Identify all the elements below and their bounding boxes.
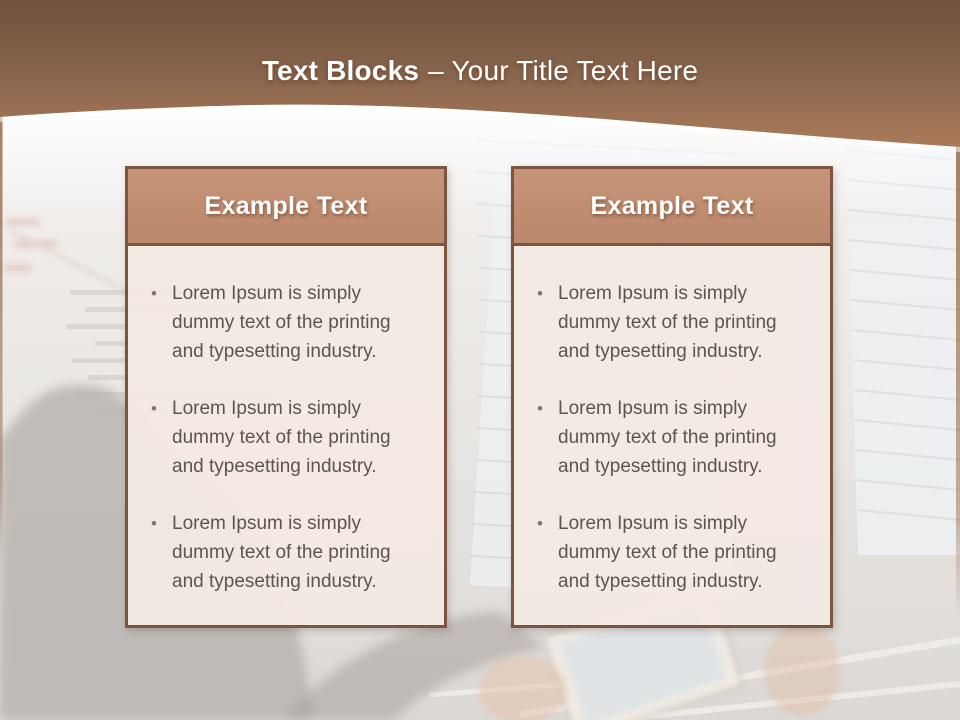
text-block-right: [511, 166, 833, 628]
bullet-icon: •: [151, 284, 157, 303]
bullet-text: Lorem Ipsum is simply dummy text of the printing and typesetting industry.: [172, 283, 391, 362]
left-edge-strip: [0, 112, 3, 562]
text-block-left-header-label: Example Text: [204, 191, 368, 220]
text-block-right-header: [514, 169, 830, 246]
text-block-left-header: [128, 169, 444, 246]
bullet-icon: •: [151, 514, 157, 533]
bullet-text: Lorem Ipsum is simply dummy text of the printing and typesetting industry.: [558, 283, 777, 362]
bullet-text: Lorem Ipsum is simply dummy text of the printing and typesetting industry.: [558, 513, 777, 592]
list-item: [149, 509, 420, 596]
bullet-icon: •: [537, 284, 543, 303]
bullet-text: Lorem Ipsum is simply dummy text of the printing and typesetting industry.: [172, 398, 391, 477]
text-block-right-header-label: Example Text: [590, 191, 754, 220]
list-item: [535, 394, 806, 481]
list-item: [149, 394, 420, 481]
bullet-icon: •: [537, 514, 543, 533]
list-item: [535, 279, 806, 366]
bullet-list: [149, 279, 434, 596]
bullet-text: Lorem Ipsum is simply dummy text of the printing and typesetting industry.: [558, 398, 777, 477]
bullet-icon: •: [151, 399, 157, 418]
list-item: [149, 279, 420, 366]
slide-title-rest: – Your Title Text Here: [428, 55, 699, 86]
list-item: [535, 509, 806, 596]
bullet-icon: •: [537, 399, 543, 418]
text-block-left: [125, 166, 447, 628]
bullet-list: [535, 279, 820, 596]
text-block-right-body: [514, 246, 830, 625]
slide-title-bold: Text Blocks: [261, 55, 420, 86]
bullet-text: Lorem Ipsum is simply dummy text of the printing and typesetting industry.: [172, 513, 391, 592]
right-edge-strip: [956, 135, 960, 615]
slide-title: [0, 55, 960, 87]
text-block-left-body: [128, 246, 444, 625]
